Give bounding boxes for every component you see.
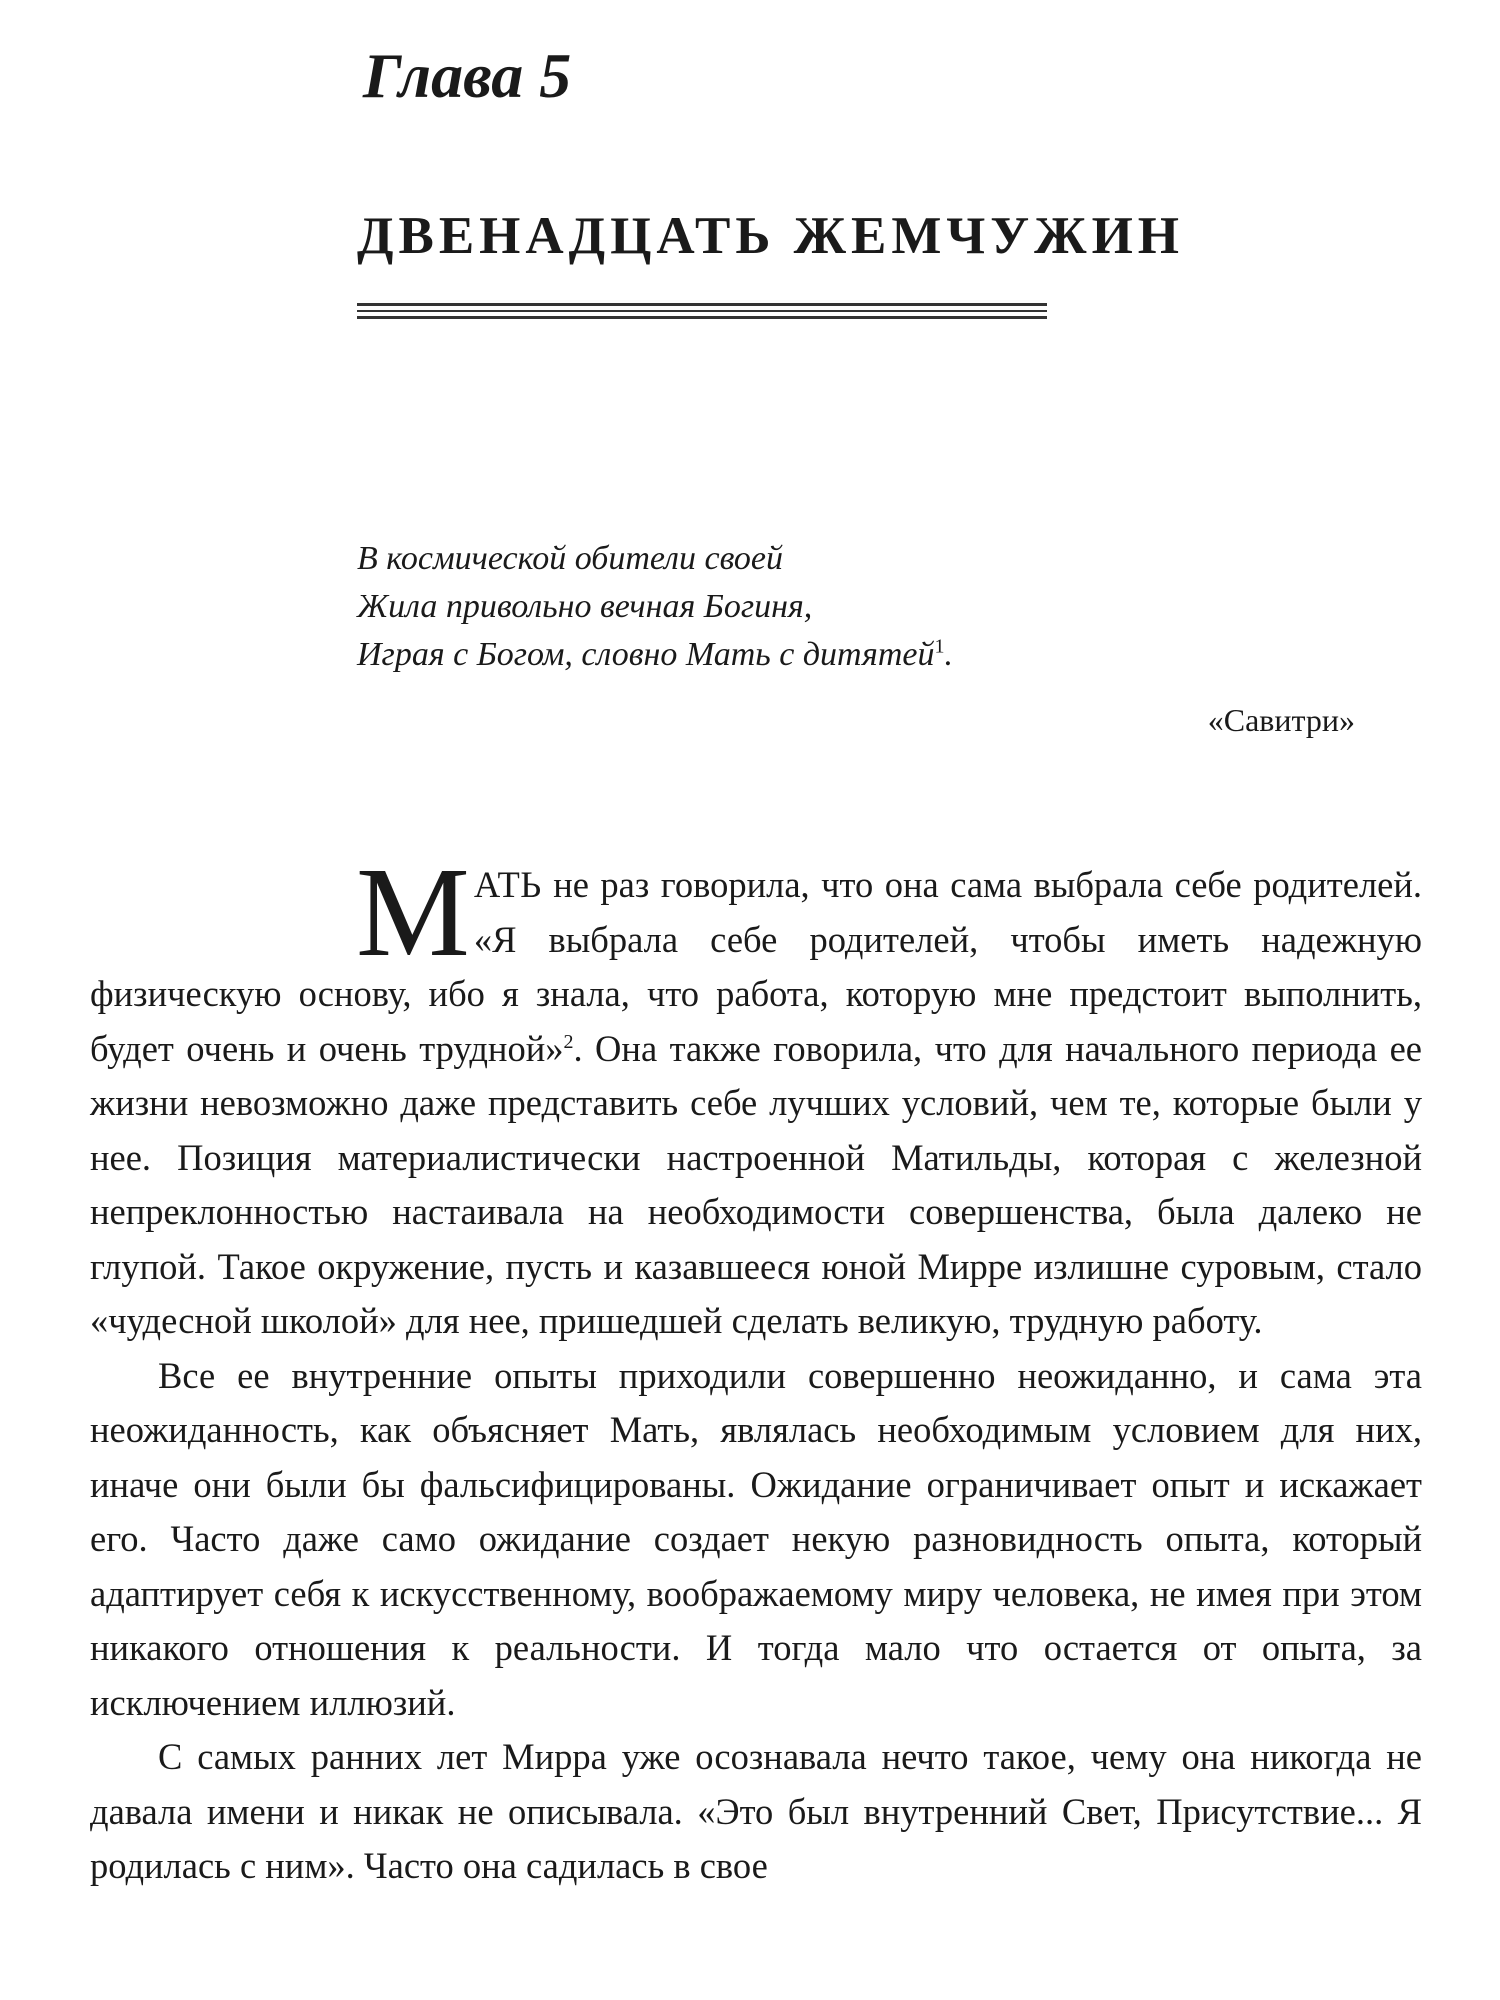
paragraph-2: Все ее внутренние опыты приходили совершенно неожиданно, и сама эта неожиданность, как объясняет Мать, являлась необходимым условием для них, иначе они были бы фальсифицированы. Ожидание ограничивает опыт и искажает его. Часто даже само ожидание создает некую разновидность опыта, который адаптирует себя к искусственному, воображаемому миру человека, не имея при этом никакого отношения к реальности. И тогда мало что остается от опыта, за исключением иллюзий. [90,1354,1422,1723]
drop-cap: М [356,841,470,983]
paragraph-3: С самых ранних лет Мирра уже осознавала нечто такое, чему она никогда не давала имени и никак не описывала. «Это был внутренний Свет, Присутствие... Я родилась с ним». Часто она садилась в свое [90,1736,1422,1886]
title-rule-top [357,303,1047,306]
paragraph-1-text-a: не раз говорила, что она сама выбрала себе родителей. «Я выбрала себе родителей, чтобы иметь надежную физическую основу, ибо я знала, что работа, которую мне предстоит выполнить, будет очень и очень трудной» [90,864,1422,1069]
title-rule-bottom [357,316,1047,319]
epigraph-footnote-ref[interactable]: 1 [934,635,945,658]
footnote-ref-2[interactable]: 2 [563,1030,574,1053]
epigraph-source: «Савитри» [1207,702,1355,738]
epigraph-line-2: Жила привольно вечная Богиня, [357,588,813,625]
drop-cap-continuation: АТЬ [473,864,542,905]
epigraph-line-3-end: . [944,636,953,673]
title-double-rule [357,303,1047,320]
paragraph-1-text-b: . Она также говорила, что для начального периода ее жизни невозможно даже представить себе лучших условий, чем те, которые были у нее. Позиция материалистически настроенной Матильды, которая с железной непреклонностью настаивала на необходимости совершенства, была далеко не глупой. Такое окружение, пусть и казавшееся юной Мирре излишне суровым, стало «чудесной школой» для нее, пришедшей сделать великую, трудную работу. [90,1027,1422,1341]
title-rule-middle [357,310,1047,312]
paragraph-1 [90,841,1422,1349]
epigraph-line-3-text: Играя с Богом, словно Мать с дитятей [357,636,935,673]
epigraph-line-1: В космической обители своей [357,540,783,577]
chapter-title: ДВЕНАДЦАТЬ ЖЕМЧУЖИН [357,207,1185,265]
body-text [90,841,1422,1894]
chapter-label: Глава 5 [363,40,572,111]
epigraph [357,535,953,679]
epigraph-line-3 [357,631,953,679]
